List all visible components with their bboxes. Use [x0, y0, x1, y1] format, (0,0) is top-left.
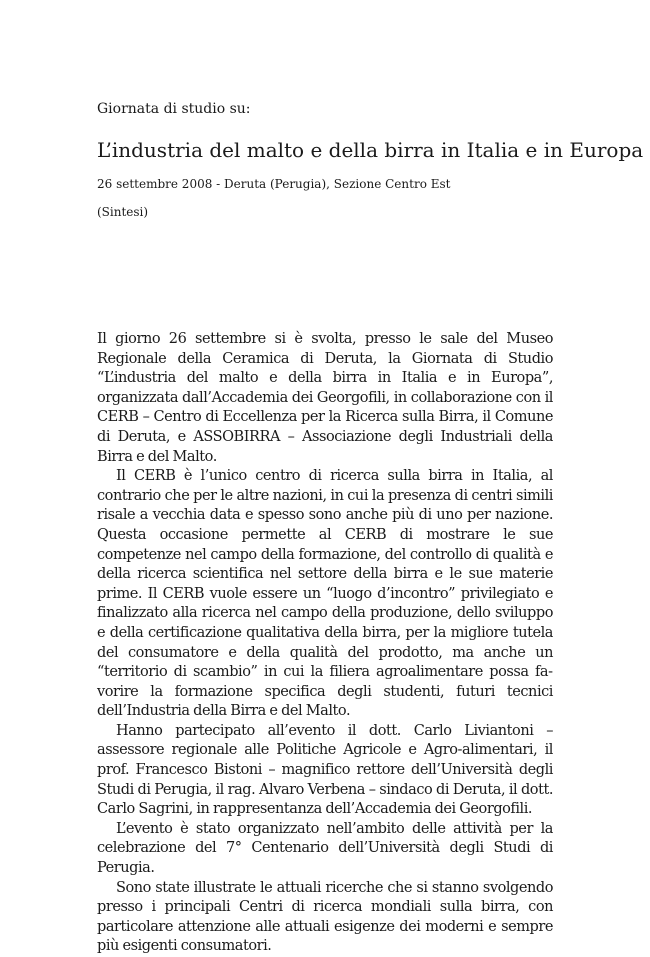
paragraph: L’evento è stato organizzato nell’ambito delle attività per la celebrazione del 7° Centenario dell’Università degli Studi di Perugia.	[97, 820, 553, 877]
summary-note: (Sintesi)	[97, 205, 149, 219]
event-intro: Giornata di studio su:	[97, 101, 251, 117]
event-date-location: 26 settembre 2008 - Deruta (Perugia), Sezione Centro Est	[97, 177, 451, 191]
paragraph: Sono state illustrate le attuali ricerche che si stanno svolgendo presso i principali Centri di ricerca mondiali sulla birra, con particolare attenzione alle attuali esigenze dei moderni e sempre più esigenti consumatori.	[97, 879, 553, 955]
paragraph: Hanno partecipato all’evento il dott. Carlo Liviantoni – assessore regionale alle Politiche Agricole e Agro-alimentari, il prof. Francesco Bistoni – magnifico rettore dell’Università degli Studi di Perugia, il rag. Alvaro Verbena – sindaco di Deruta, il dott. Carlo Sagrini, in rappresentanza dell’Accademia dei Georgofili.	[97, 722, 553, 818]
summary-body	[97, 330, 553, 957]
paragraph: Il CERB è l’unico centro di ricerca sulla birra in Italia, al contrario che per le altre nazioni, in cui la presenza di centri simili risale a vecchia data e spesso sono anche più di uno per nazione. Questa occasione permette al CERB di mostrare le sue competenze nel campo della formazione, del controllo di qualità e della ricerca scientifica nel settore della birra e le sue materie prime. Il CERB vuole essere un “luogo d’incontro” privilegiato e finalizzato alla ricerca nel campo della produzione, dello sviluppo e della certificazione qualitativa della birra, per la migliore tutela del consumatore e della qualità del prodotto, ma anche un “territorio di scambio” in cui la filiera agroalimentare possa favorire la formazione specifica degli studenti, futuri tecnici dell’Industria della Birra e del Malto.	[97, 468, 553, 720]
event-title: L’industria del malto e della birra in Italia e in Europa	[97, 138, 644, 162]
paragraph: Il giorno 26 settembre si è svolta, presso le sale del Museo Regionale della Ceramica di Deruta, la Giornata di Studio “L’industria del malto e della birra in Italia e in Europa”, organizzata dall’Accademia dei Georgofili, in collaborazione con il CERB – Centro di Eccellenza per la Ricerca sulla Birra, il Comune di Deruta, e ASSOBIRRA – Associazione degli Industriali della Birra e del Malto.	[97, 331, 553, 465]
